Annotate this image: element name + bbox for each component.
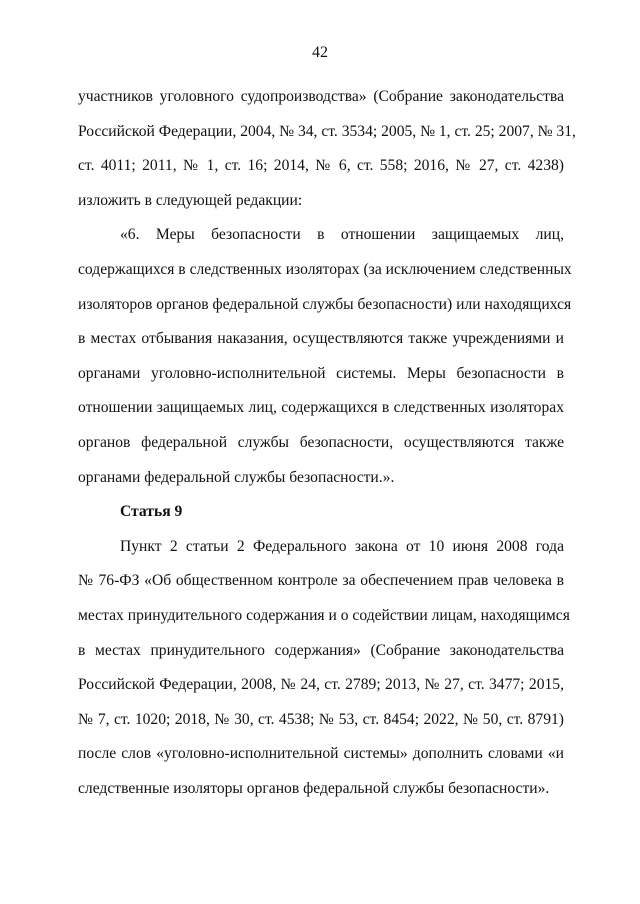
paragraph-line: Российской Федерации, 2004, № 34, ст. 3534; 2005, № 1, ст. 25; 2007, № 31, [78, 122, 576, 140]
paragraph-line: органами федеральной службы безопасности.». [78, 468, 395, 486]
paragraph-line: изоляторов органов федеральной службы безопасности) или находящихся [78, 295, 572, 313]
paragraph-line: № 76-ФЗ «Об общественном контроле за обеспечением прав человека в [78, 572, 564, 590]
paragraph-line: № 7, ст. 1020; 2018, № 30, ст. 4538; № 53, ст. 8454; 2022, № 50, ст. 8791) [78, 710, 564, 728]
paragraph-line: Российской Федерации, 2008, № 24, ст. 2789; 2013, № 27, ст. 3477; 2015, [78, 676, 564, 694]
paragraph-line: содержащихся в следственных изоляторах (за исключением следственных [78, 260, 572, 278]
page-number: 42 [312, 44, 328, 61]
document-body [78, 80, 576, 806]
paragraph-line: после слов «уголовно-исполнительной системы» дополнить словами «и [78, 745, 564, 763]
paragraph-line: «6. Меры безопасности в отношении защищаемых лиц, [120, 226, 564, 244]
article-heading: Статья 9 [120, 503, 183, 521]
paragraph-line: в местах отбывания наказания, осуществляются также учреждениями и [78, 330, 564, 348]
paragraph-line: органами уголовно-исполнительной системы. Меры безопасности в [78, 364, 564, 382]
paragraph-line: изложить в следующей редакции: [78, 191, 303, 209]
paragraph-line: отношении защищаемых лиц, содержащихся в следственных изоляторах [78, 399, 564, 417]
paragraph-1 [78, 80, 576, 218]
article-9-paragraph [78, 530, 570, 807]
paragraph-line: местах принудительного содержания и о содействии лицам, находящимся [78, 606, 570, 624]
paragraph-2 [78, 218, 572, 495]
paragraph-line: следственные изоляторы органов федеральной службы безопасности». [78, 779, 550, 797]
paragraph-line: органов федеральной службы безопасности, осуществляются также [78, 433, 564, 451]
paragraph-line: Пункт 2 статьи 2 Федерального закона от 10 июня 2008 года [120, 537, 564, 555]
paragraph-line: ст. 4011; 2011, № 1, ст. 16; 2014, № 6, ст. 558; 2016, № 27, ст. 4238) [78, 157, 564, 175]
paragraph-line: в местах принудительного содержания» (Собрание законодательства [78, 641, 564, 659]
paragraph-line: участников уголовного судопроизводства» (Собрание законодательства [78, 88, 564, 105]
